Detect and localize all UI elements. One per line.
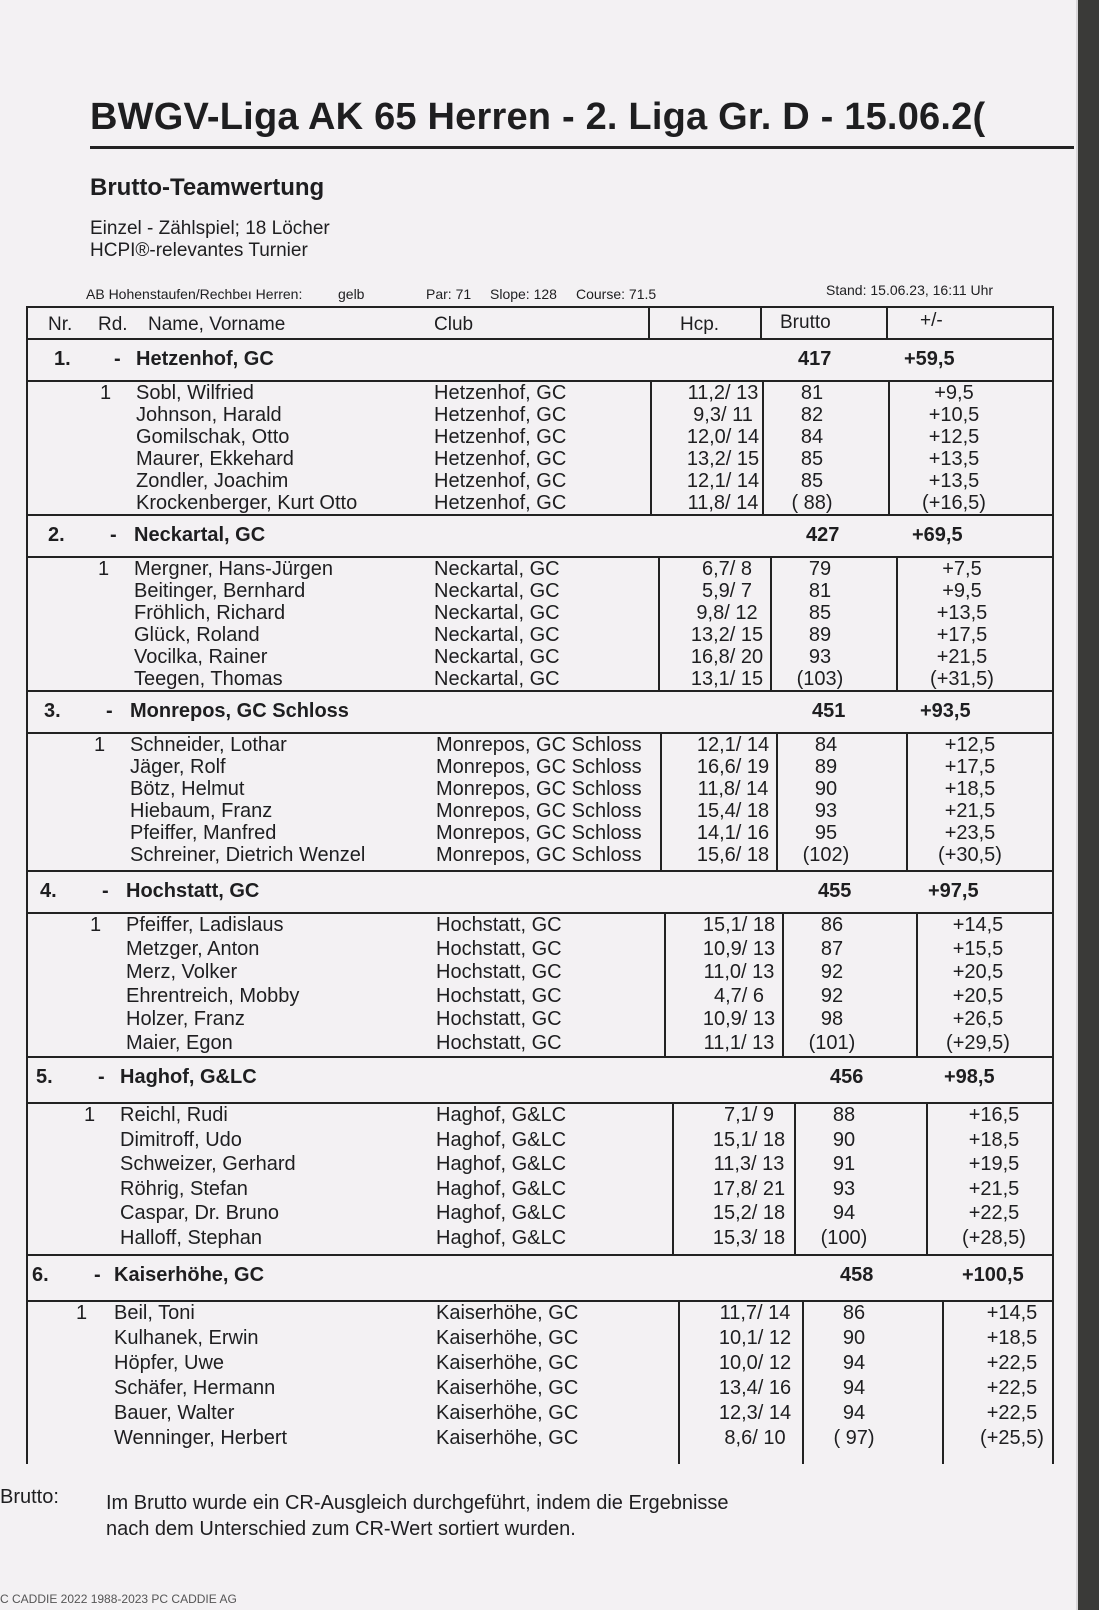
player-brutto: 87 <box>820 937 844 960</box>
column-divider <box>660 732 662 870</box>
player-brutto: 89 <box>808 624 832 646</box>
header-divider <box>886 308 888 338</box>
player-diff: +13,5 <box>928 470 980 492</box>
player-club: Monrepos, GC Schloss <box>436 844 642 866</box>
team-total: 456 <box>830 1066 864 1088</box>
player-diff: +16,5 <box>968 1104 1020 1126</box>
player-club: Hochstatt, GC <box>436 1008 562 1030</box>
team-diff: +98,5 <box>944 1066 995 1088</box>
tee-color: gelb <box>338 286 365 302</box>
player-club: Kaiserhöhe, GC <box>436 1402 579 1424</box>
player-brutto: 98 <box>820 1008 844 1030</box>
team-rank: 3. <box>44 700 61 722</box>
player-name: Maurer, Ekkehard <box>136 448 294 470</box>
team-dash: - <box>114 348 121 370</box>
player-hcp: 12,0/ 14 <box>686 426 760 448</box>
player-hcp: 15,1/ 18 <box>702 914 776 936</box>
column-divider <box>658 556 660 690</box>
player-club: Hochstatt, GC <box>436 961 562 983</box>
player-name: Merz, Volker <box>126 961 238 983</box>
footer-label: Brutto: <box>0 1486 59 1508</box>
player-brutto: 91 <box>832 1153 856 1175</box>
header-nr: Nr. <box>48 314 73 335</box>
player-hcp: 11,2/ 13 <box>687 382 759 404</box>
player-diff: +18,5 <box>944 778 996 800</box>
player-brutto: 93 <box>814 800 838 822</box>
player-club: Monrepos, GC Schloss <box>436 756 642 778</box>
player-hcp: 6,7/ 8 <box>701 558 753 580</box>
player-name: Gomilschak, Otto <box>136 426 290 448</box>
title-underline <box>90 146 1074 149</box>
player-diff: +18,5 <box>986 1327 1038 1349</box>
player-hcp: 15,2/ 18 <box>712 1202 786 1224</box>
team-name: Kaiserhöhe, GC <box>114 1264 265 1286</box>
player-diff: +22,5 <box>968 1202 1020 1224</box>
player-brutto: 89 <box>814 756 838 778</box>
subtitle: Brutto-Teamwertung <box>90 174 325 201</box>
player-name: Bötz, Helmut <box>130 778 245 800</box>
player-brutto: 85 <box>800 448 824 470</box>
player-hcp: 9,3/ 11 <box>693 404 753 426</box>
player-hcp: 12,1/ 14 <box>696 734 770 756</box>
player-diff: +19,5 <box>968 1153 1020 1175</box>
player-diff: +13,5 <box>936 602 988 624</box>
player-diff: +7,5 <box>942 558 982 580</box>
player-name: Hiebaum, Franz <box>130 800 273 822</box>
player-hcp: 7,1/ 9 <box>723 1104 775 1126</box>
player-hcp: 10,9/ 13 <box>702 1008 776 1030</box>
team-row <box>28 690 1052 734</box>
player-hcp: 13,2/ 15 <box>686 448 760 470</box>
player-club: Neckartal, GC <box>434 646 560 668</box>
player-hcp: 5,9/ 7 <box>701 580 753 602</box>
player-club: Hetzenhof, GC <box>434 404 567 426</box>
player-name: Wenninger, Herbert <box>114 1427 288 1449</box>
player-brutto: 90 <box>832 1128 856 1151</box>
column-divider <box>672 1102 674 1254</box>
player-name: Jäger, Rolf <box>130 756 226 778</box>
team-rank: 5. <box>36 1066 53 1088</box>
player-hcp: 11,3/ 13 <box>713 1153 785 1175</box>
team-row <box>28 1056 1052 1104</box>
team-rank: 6. <box>32 1264 49 1286</box>
player-brutto: (101) <box>808 1031 856 1054</box>
player-hcp: 12,1/ 14 <box>686 470 760 492</box>
player-name: Vocilka, Rainer <box>134 646 268 668</box>
player-name: Dimitroff, Udo <box>120 1128 242 1151</box>
team-dash: - <box>98 1066 105 1088</box>
team-total: 451 <box>812 700 846 722</box>
player-club: Hetzenhof, GC <box>434 470 567 492</box>
player-diff: +9,5 <box>934 382 974 404</box>
table-header <box>28 308 1052 340</box>
player-name: Höpfer, Uwe <box>114 1352 225 1374</box>
team-total: 427 <box>806 524 840 546</box>
player-hcp: 4,7/ 6 <box>713 984 765 1007</box>
player-brutto: 81 <box>808 580 832 602</box>
player-diff: +22,5 <box>986 1402 1038 1424</box>
column-divider <box>888 380 890 514</box>
column-divider <box>896 556 898 690</box>
column-divider <box>916 912 918 1056</box>
player-brutto: 92 <box>820 961 844 983</box>
player-brutto: 94 <box>842 1402 866 1424</box>
player-hcp: 11,7/ 14 <box>719 1302 791 1324</box>
player-diff: +13,5 <box>928 448 980 470</box>
team-name: Haghof, G&LC <box>120 1066 257 1088</box>
results-table <box>26 306 1054 1464</box>
player-diff: (+16,5) <box>922 492 986 514</box>
player-diff: +23,5 <box>944 822 996 844</box>
player-brutto: 82 <box>800 404 824 426</box>
team-total: 458 <box>840 1264 874 1286</box>
round-number: 1 <box>94 734 106 756</box>
player-name: Pfeiffer, Ladislaus <box>126 914 284 936</box>
player-name: Zondler, Joachim <box>136 470 289 492</box>
player-diff: +26,5 <box>952 1008 1004 1030</box>
player-brutto: (100) <box>820 1226 868 1249</box>
footer-line: nach dem Unterschied zum CR-Wert sortiert wurden. <box>106 1518 576 1540</box>
header-brutto: Brutto <box>780 312 831 333</box>
player-hcp: 10,1/ 12 <box>718 1327 792 1349</box>
team-total: 417 <box>798 348 832 370</box>
player-name: Teegen, Thomas <box>134 668 283 690</box>
player-hcp: 9,8/ 12 <box>696 602 758 624</box>
player-diff: +22,5 <box>986 1377 1038 1399</box>
player-club: Hetzenhof, GC <box>434 382 567 404</box>
player-name: Kulhanek, Erwin <box>114 1327 259 1349</box>
player-diff: +22,5 <box>986 1352 1038 1374</box>
round-number: 1 <box>100 382 112 404</box>
copyright: C CADDIE 2022 1988-2023 PC CADDIE AG <box>0 1592 237 1606</box>
player-club: Neckartal, GC <box>434 602 560 624</box>
player-hcp: 14,1/ 16 <box>696 822 770 844</box>
player-name: Schneider, Lothar <box>130 734 287 756</box>
player-name: Pfeiffer, Manfred <box>130 822 277 844</box>
player-club: Kaiserhöhe, GC <box>436 1327 579 1349</box>
player-brutto: 84 <box>800 426 824 448</box>
player-hcp: 16,6/ 19 <box>696 756 770 778</box>
player-name: Mergner, Hans-Jürgen <box>134 558 333 580</box>
team-rank: 4. <box>40 880 57 902</box>
column-divider <box>678 1300 680 1464</box>
team-dash: - <box>110 524 117 546</box>
course-rating: Course: 71.5 <box>576 286 657 302</box>
player-club: Kaiserhöhe, GC <box>436 1377 579 1399</box>
player-brutto: 86 <box>842 1302 866 1324</box>
player-club: Neckartal, GC <box>434 668 560 690</box>
hcpi-text: HCPI®-relevantes Turnier <box>90 240 308 261</box>
player-diff: +12,5 <box>928 426 980 448</box>
player-brutto: 81 <box>800 382 824 404</box>
par-value: Par: 71 <box>426 286 472 302</box>
team-rank: 2. <box>48 524 65 546</box>
player-diff: +17,5 <box>944 756 996 778</box>
player-name: Fröhlich, Richard <box>134 602 286 624</box>
header-name: Name, Vorname <box>148 314 286 335</box>
player-diff: (+31,5) <box>930 668 994 690</box>
player-diff: +14,5 <box>952 914 1004 936</box>
team-diff: +100,5 <box>962 1264 1024 1286</box>
team-row <box>28 1254 1052 1302</box>
player-club: Hochstatt, GC <box>436 984 562 1007</box>
player-hcp: 10,9/ 13 <box>702 937 776 960</box>
player-club: Hetzenhof, GC <box>434 426 567 448</box>
team-name: Hochstatt, GC <box>126 880 260 902</box>
player-club: Haghof, G&LC <box>436 1104 567 1126</box>
column-divider <box>650 380 652 514</box>
team-diff: +59,5 <box>904 348 955 370</box>
player-name: Reichl, Rudi <box>120 1104 228 1126</box>
player-club: Haghof, G&LC <box>436 1226 567 1249</box>
team-diff: +69,5 <box>912 524 963 546</box>
player-brutto: 90 <box>814 778 838 800</box>
player-brutto: ( 97) <box>833 1427 875 1449</box>
footer-line: Im Brutto wurde ein CR-Ausgleich durchgeführt, indem die Ergebnisse <box>106 1492 729 1514</box>
player-hcp: 11,8/ 14 <box>697 778 769 800</box>
player-hcp: 17,8/ 21 <box>712 1177 786 1200</box>
player-brutto: 85 <box>800 470 824 492</box>
player-club: Monrepos, GC Schloss <box>436 800 642 822</box>
player-hcp: 15,1/ 18 <box>712 1128 786 1151</box>
player-name: Halloff, Stephan <box>120 1226 262 1249</box>
round-number: 1 <box>84 1104 96 1126</box>
player-name: Schweizer, Gerhard <box>120 1153 296 1175</box>
team-name: Monrepos, GC Schloss <box>130 700 349 722</box>
player-diff: +18,5 <box>968 1128 1020 1151</box>
player-club: Kaiserhöhe, GC <box>436 1427 579 1449</box>
player-name: Röhrig, Stefan <box>120 1177 248 1200</box>
header-diff: +/- <box>920 310 943 331</box>
player-hcp: 15,3/ 18 <box>712 1226 786 1249</box>
player-brutto: 94 <box>842 1352 866 1374</box>
player-club: Hochstatt, GC <box>436 914 562 936</box>
team-diff: +97,5 <box>928 880 979 902</box>
team-rank: 1. <box>54 348 71 370</box>
player-diff: +20,5 <box>952 984 1004 1007</box>
player-name: Krockenberger, Kurt Otto <box>136 492 358 514</box>
player-diff: (+25,5) <box>980 1427 1044 1449</box>
player-club: Kaiserhöhe, GC <box>436 1352 579 1374</box>
player-diff: +21,5 <box>968 1177 1020 1200</box>
player-diff: +21,5 <box>944 800 996 822</box>
player-name: Glück, Roland <box>134 624 260 646</box>
player-club: Monrepos, GC Schloss <box>436 822 642 844</box>
team-row <box>28 870 1052 914</box>
player-hcp: 13,2/ 15 <box>690 624 764 646</box>
player-brutto: 95 <box>814 822 838 844</box>
mode-text: Einzel - Zählspiel; 18 Löcher <box>90 218 330 239</box>
page-title: BWGV-Liga AK 65 Herren - 2. Liga Gr. D - 15.06.2( <box>90 96 986 138</box>
player-club: Hetzenhof, GC <box>434 492 567 514</box>
player-name: Beil, Toni <box>114 1302 195 1324</box>
team-dash: - <box>106 700 113 722</box>
player-diff: +17,5 <box>936 624 988 646</box>
header-rd: Rd. <box>98 314 128 335</box>
player-diff: +15,5 <box>952 937 1004 960</box>
player-club: Neckartal, GC <box>434 580 560 602</box>
header-divider <box>648 308 650 338</box>
player-name: Holzer, Franz <box>126 1008 245 1030</box>
player-hcp: 11,1/ 13 <box>703 1031 775 1054</box>
player-hcp: 8,6/ 10 <box>724 1427 786 1449</box>
player-club: Neckartal, GC <box>434 558 560 580</box>
player-hcp: 11,8/ 14 <box>687 492 759 514</box>
team-diff: +93,5 <box>920 700 971 722</box>
column-divider <box>664 912 666 1056</box>
player-club: Haghof, G&LC <box>436 1153 567 1175</box>
player-diff: (+28,5) <box>962 1226 1026 1249</box>
team-row <box>28 338 1052 382</box>
player-brutto: 93 <box>808 646 832 668</box>
player-club: Neckartal, GC <box>434 624 560 646</box>
player-name: Metzger, Anton <box>126 937 260 960</box>
player-club: Haghof, G&LC <box>436 1177 567 1200</box>
player-name: Beitinger, Bernhard <box>134 580 306 602</box>
player-name: Caspar, Dr. Bruno <box>120 1202 279 1224</box>
player-hcp: 13,1/ 15 <box>690 668 764 690</box>
player-club: Hetzenhof, GC <box>434 448 567 470</box>
course-name: AB Hohenstaufen/Rechbeı Herren: <box>86 286 303 302</box>
player-hcp: 16,8/ 20 <box>690 646 764 668</box>
slope-value: Slope: 128 <box>490 286 557 302</box>
player-name: Ehrentreich, Mobby <box>126 984 300 1007</box>
column-divider <box>926 1102 928 1254</box>
player-club: Monrepos, GC Schloss <box>436 734 642 756</box>
player-hcp: 12,3/ 14 <box>718 1402 792 1424</box>
player-hcp: 10,0/ 12 <box>718 1352 792 1374</box>
player-brutto: (103) <box>796 668 844 690</box>
player-name: Sobl, Wilfried <box>136 382 254 404</box>
player-brutto: (102) <box>802 844 850 866</box>
player-name: Johnson, Harald <box>136 404 282 426</box>
player-diff: (+29,5) <box>946 1031 1010 1054</box>
player-brutto: 79 <box>808 558 832 580</box>
player-diff: +14,5 <box>986 1302 1038 1324</box>
column-divider <box>906 732 908 870</box>
player-brutto: 88 <box>832 1104 856 1126</box>
round-number: 1 <box>98 558 110 580</box>
player-club: Haghof, G&LC <box>436 1128 567 1151</box>
player-name: Bauer, Walter <box>114 1402 235 1424</box>
player-name: Maier, Egon <box>126 1031 233 1054</box>
player-club: Kaiserhöhe, GC <box>436 1302 579 1324</box>
player-diff: (+30,5) <box>938 844 1002 866</box>
player-hcp: 15,4/ 18 <box>696 800 770 822</box>
player-diff: +12,5 <box>944 734 996 756</box>
team-name: Hetzenhof, GC <box>136 348 274 370</box>
player-hcp: 11,0/ 13 <box>703 961 775 983</box>
player-brutto: 94 <box>832 1202 856 1224</box>
player-club: Haghof, G&LC <box>436 1202 567 1224</box>
team-dash: - <box>94 1264 101 1286</box>
team-row <box>28 514 1052 558</box>
player-hcp: 15,6/ 18 <box>696 844 770 866</box>
player-brutto: 86 <box>820 914 844 936</box>
player-name: Schäfer, Hermann <box>114 1377 276 1399</box>
player-hcp: 13,4/ 16 <box>718 1377 792 1399</box>
player-club: Hochstatt, GC <box>436 1031 562 1054</box>
player-diff: +21,5 <box>936 646 988 668</box>
header-club: Club <box>434 314 474 335</box>
player-brutto: 92 <box>820 984 844 1007</box>
player-club: Hochstatt, GC <box>436 937 562 960</box>
team-total: 455 <box>818 880 852 902</box>
player-diff: +9,5 <box>942 580 982 602</box>
round-number: 1 <box>76 1302 88 1324</box>
round-number: 1 <box>90 914 102 936</box>
player-diff: +10,5 <box>928 404 980 426</box>
team-name: Neckartal, GC <box>134 524 266 546</box>
player-name: Schreiner, Dietrich Wenzel <box>130 844 366 866</box>
footer-note <box>106 1490 729 1542</box>
header-hcp: Hcp. <box>680 314 720 335</box>
player-brutto: 93 <box>832 1177 856 1200</box>
player-brutto: 90 <box>842 1327 866 1349</box>
header-divider <box>760 308 762 338</box>
player-brutto: 84 <box>814 734 838 756</box>
player-diff: +20,5 <box>952 961 1004 983</box>
player-brutto: 85 <box>808 602 832 624</box>
player-club: Monrepos, GC Schloss <box>436 778 642 800</box>
player-brutto: 94 <box>842 1377 866 1399</box>
team-dash: - <box>102 880 109 902</box>
stand-timestamp: Stand: 15.06.23, 16:11 Uhr <box>826 282 994 298</box>
player-brutto: ( 88) <box>791 492 833 514</box>
column-divider <box>942 1300 944 1464</box>
